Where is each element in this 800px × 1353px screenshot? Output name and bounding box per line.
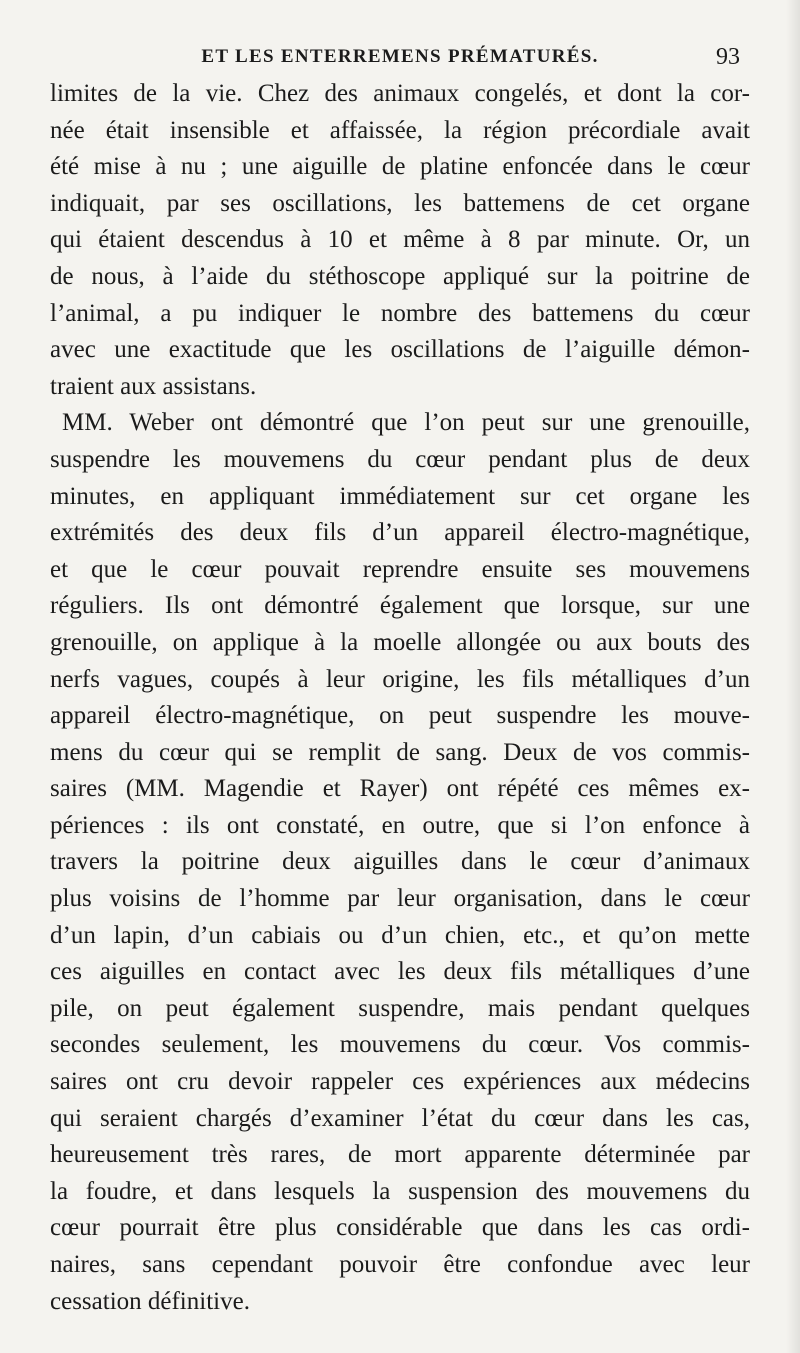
- text-line: plus voisins de l’homme par leur organisation, dans le cœur: [50, 885, 750, 913]
- text-line: saires (MM. Magendie et Rayer) ont répété ces mêmes ex-: [50, 775, 750, 803]
- text-line: et que le cœur pouvait reprendre ensuite ses mouvemens: [50, 555, 750, 583]
- running-title: ET LES ENTERREMENS PRÉMATURÉS.: [201, 46, 599, 67]
- paragraph-end-line: cessation définitive.: [50, 1287, 250, 1315]
- text-line: naires, sans cependant pouvoir être confondue avec leur: [50, 1251, 750, 1278]
- text-line: pile, on peut également suspendre, mais pendant quelques: [50, 994, 750, 1022]
- running-head: [50, 44, 750, 74]
- text-line: qui étaient descendus à 10 et même à 8 par minute. Or, un: [50, 226, 750, 254]
- text-line: minutes, en appliquant immédiatement sur cet organe les: [50, 482, 750, 510]
- text-line: suspendre les mouvemens du cœur pendant plus de deux: [50, 445, 750, 473]
- text-line: limites de la vie. Chez des animaux congelés, et dont la cor-: [50, 80, 750, 107]
- text-line: née était insensible et affaissée, la région précordiale avait: [50, 116, 750, 144]
- text-line: de nous, à l’aide du stéthoscope appliqué sur la poitrine de: [50, 262, 750, 290]
- text-line: extrémités des deux fils d’un appareil électro-magnétique,: [50, 519, 750, 547]
- text-line: d’un lapin, d’un cabiais ou d’un chien, etc., et qu’on mette: [50, 921, 750, 949]
- page-edge-shadow: [786, 0, 800, 1353]
- page-number: 93: [716, 44, 740, 70]
- text-line: ces aiguilles en contact avec les deux fils métalliques d’une: [50, 958, 750, 986]
- paragraph-start-line: MM. Weber ont démontré que l’on peut sur une grenouille,: [62, 409, 750, 437]
- text-line: mens du cœur qui se remplit de sang. Deux de vos commis-: [50, 738, 750, 766]
- text-line: grenouille, on applique à la moelle allongée ou aux bouts des: [50, 628, 750, 656]
- text-line: indiquait, par ses oscillations, les battemens de cet organe: [50, 189, 750, 217]
- text-line: périences : ils ont constaté, en outre, que si l’on enfonce à: [50, 811, 750, 839]
- text-line: avec une exactitude que les oscillations de l’aiguille démon-: [50, 336, 750, 364]
- text-line: travers la poitrine deux aiguilles dans le cœur d’animaux: [50, 848, 750, 876]
- text-line: nerfs vagues, coupés à leur origine, les fils métalliques d’un: [50, 665, 750, 693]
- text-line: qui seraient chargés d’examiner l’état du cœur dans les cas,: [50, 1104, 750, 1132]
- text-line: cœur pourrait être plus considérable que dans les cas ordi-: [50, 1214, 750, 1242]
- text-line: la foudre, et dans lesquels la suspension des mouvemens du: [50, 1177, 750, 1205]
- text-line: heureusement très rares, de mort apparente déterminée par: [50, 1141, 750, 1169]
- text-line: été mise à nu ; une aiguille de platine enfoncée dans le cœur: [50, 153, 750, 181]
- text-line: secondes seulement, les mouvemens du cœur. Vos commis-: [50, 1031, 750, 1059]
- text-line: réguliers. Ils ont démontré également que lorsque, sur une: [50, 592, 750, 620]
- text-line: appareil électro-magnétique, on peut suspendre les mouve-: [50, 702, 750, 730]
- text-line: saires ont cru devoir rappeler ces expériences aux médecins: [50, 1068, 750, 1096]
- text-line: l’animal, a pu indiquer le nombre des battemens du cœur: [50, 299, 750, 327]
- body-text: [50, 76, 750, 1320]
- paragraph-end-line: traient aux assistans.: [50, 372, 257, 400]
